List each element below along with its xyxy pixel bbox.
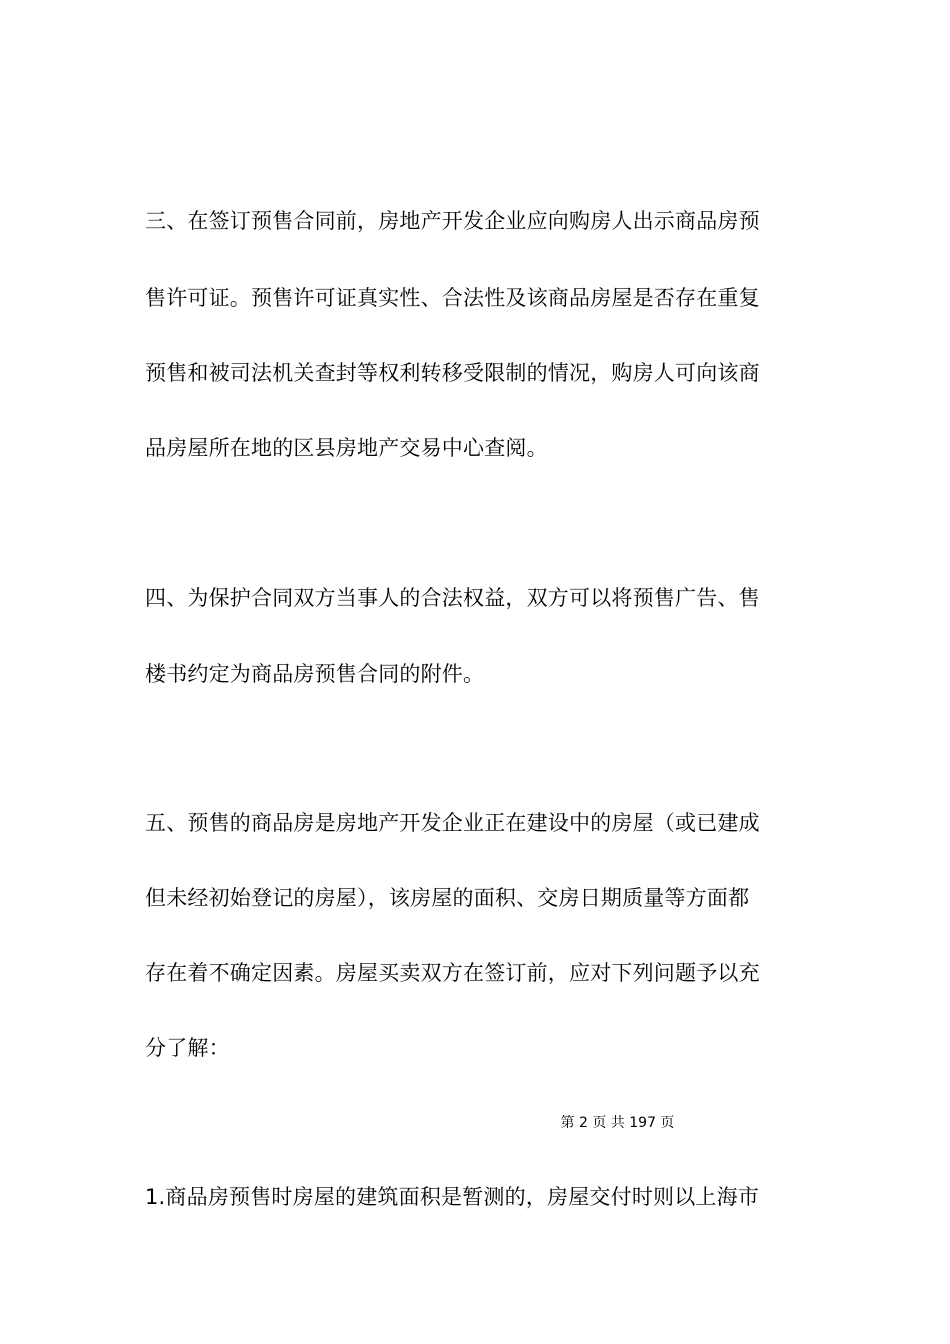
text-line: 五、预售的商品房是房地产开发企业正在建设中的房屋（或已建成 [145,811,760,835]
text-line: 品房屋所在地的区县房地产交易中心查阅。 [145,436,548,460]
text-line: 售许可证。预售许可证真实性、合法性及该商品房屋是否存在重复 [145,286,760,310]
text-line: 楼书约定为商品房预售合同的附件。 [145,662,485,686]
text-line: 四、为保护合同双方当事人的合法权益，双方可以将预售广告、售 [145,586,760,610]
page-number-footer: 第 2 页 共 197 页 [560,1115,675,1131]
text-line: 1.商品房预售时房屋的建筑面积是暂测的，房屋交付时则以上海市 [145,1185,760,1209]
text-line: 但未经初始登记的房屋），该房屋的面积、交房日期质量等方面都 [145,886,750,910]
text-line: 预售和被司法机关查封等权利转移受限制的情况，购房人可向该商 [145,361,760,385]
text-line: 分了解： [145,1036,230,1060]
text-line: 存在着不确定因素。房屋买卖双方在签订前，应对下列问题予以充 [145,961,760,985]
text-line: 三、在签订预售合同前，房地产开发企业应向购房人出示商品房预 [145,209,760,233]
